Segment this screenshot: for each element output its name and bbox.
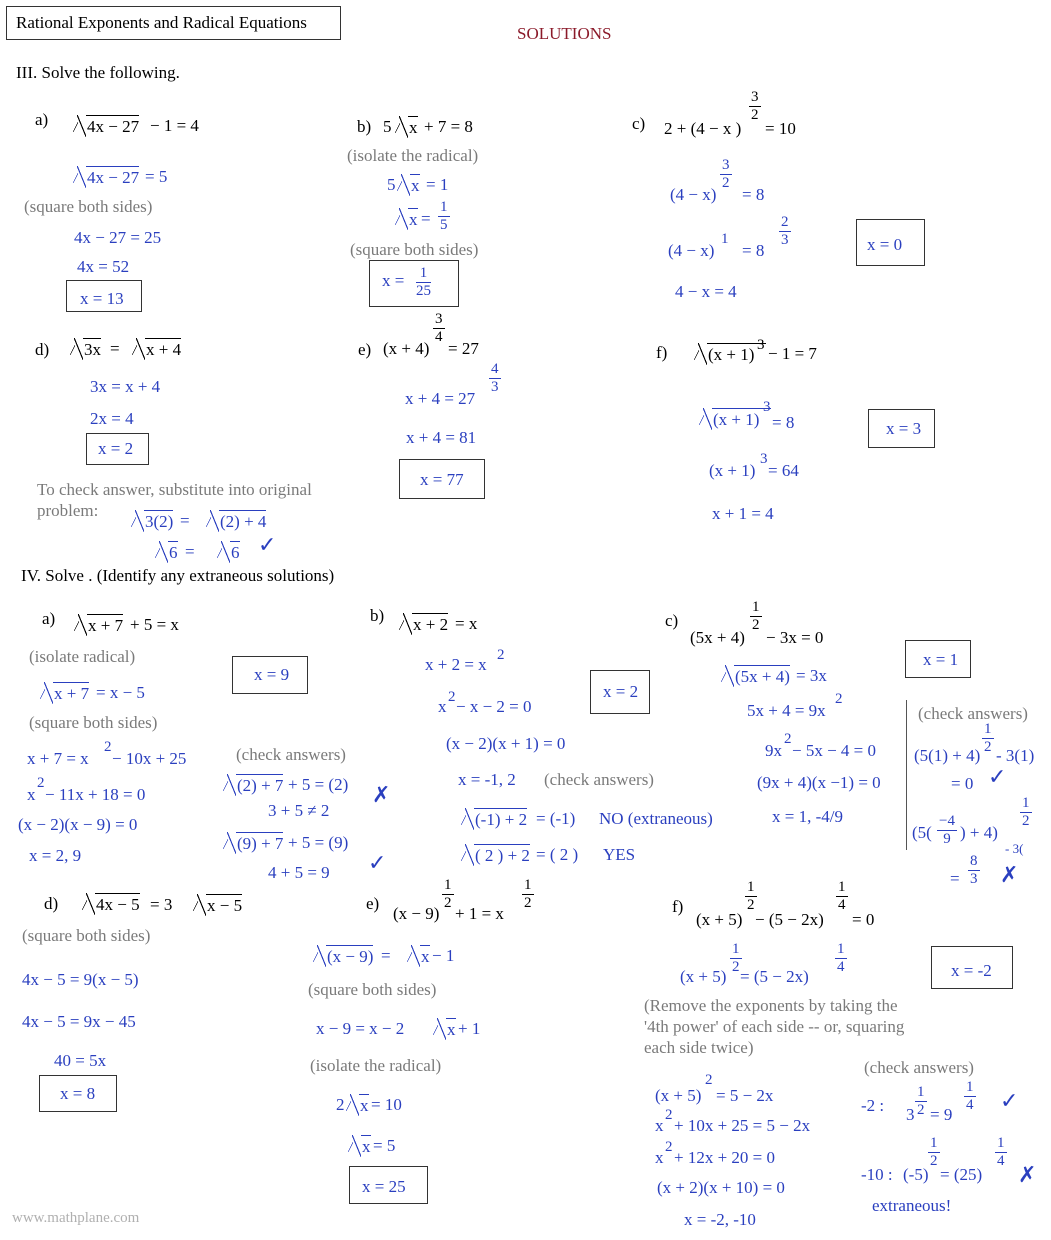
note: (square both sides) [350,240,479,259]
check-verdict: NO (extraneous) [599,809,713,828]
check-note: (check answers) [918,704,1028,723]
check-note: To check answer, substitute into original [37,480,312,499]
step-rest: − 1 [432,946,455,965]
step: 4x − 27 = 25 [74,228,162,247]
exponent: 3 [763,399,771,415]
answer: x = 2 [98,439,134,458]
exponent [982,722,994,755]
exponent [489,362,501,395]
check-eq: = (25) [940,1165,983,1184]
check-verdict: YES [603,845,636,864]
denominator: 4 [997,1153,1005,1169]
problem-label: c) [665,611,679,630]
exponent: 2 [784,731,792,747]
problem-label: a) [42,609,56,628]
problem-label: d) [35,340,50,359]
answer: x = 13 [80,289,124,308]
equation-rest: + 7 = 8 [424,117,473,136]
radical: x + 7 [88,616,124,635]
equation-rest: = 27 [448,339,479,358]
numerator: 1 [444,877,452,893]
step: 9x [765,741,782,760]
step: 40 = 5x [54,1051,107,1070]
radical: 4x − 27 [87,117,140,136]
numerator: 8 [970,853,978,869]
exponent [749,90,761,123]
step-rest: + 12x + 20 = 0 [674,1148,776,1167]
step-rest: = 5 [145,167,168,186]
numerator: 2 [781,214,789,230]
fraction [968,854,980,887]
step-rest: = x − 5 [96,683,145,702]
check-rest: = ( 2 ) [536,845,579,864]
check-step: ) + 4) [960,823,998,842]
note: (square both sides) [22,926,151,945]
step-rest: = 64 [768,461,799,480]
exponent [745,880,757,913]
denominator: 2 [747,897,755,913]
answer: x = -2 [951,961,992,980]
expression: 2 + (4 − x ) [664,119,742,138]
exponent [964,1080,976,1113]
expression-mid: − (5 − 2x) [755,910,824,929]
step-rest: = 8 [742,185,765,204]
step-rest: = 10 [371,1095,402,1114]
exponent: 3 [757,337,765,353]
note: each side twice) [644,1038,754,1057]
step: (x + 1) [709,461,756,480]
step: x + 1 = 4 [712,504,774,523]
radical: (x + 1) [707,343,766,363]
denominator: 3 [491,379,499,395]
check-step: (5(1) + 4) [914,746,981,765]
check-note: (check answers) [864,1058,974,1077]
step: x [27,785,36,804]
exponent [720,158,732,191]
check-eq: = [185,542,195,561]
equals: = [110,339,120,358]
step: x [438,697,447,716]
numerator: 1 [930,1135,938,1151]
step-rest: = (5 − 2x) [740,967,809,986]
note: (square both sides) [308,980,437,999]
check-radical: ( 2 ) + 2 [475,846,530,865]
exponent [1020,796,1032,829]
numerator: 3 [435,311,443,327]
step: 4x = 52 [77,257,130,276]
check-radical: (9) + 7 [237,834,284,853]
exponent [995,1136,1007,1169]
exponent: 1 [721,231,729,247]
problem-label: b) [357,117,372,136]
check-radical: (2) + 7 [237,776,284,795]
problem-label: b) [370,606,385,625]
note: (isolate the radical) [347,146,479,165]
check-rest: - 3(1) [996,746,1035,765]
step: (x + 5) [680,967,727,986]
step: (9x + 4)(x −1) = 0 [757,773,881,792]
exponent [928,1136,940,1169]
answer: x = 8 [60,1084,96,1103]
answer-fraction [416,266,431,299]
numerator: 1 [524,877,532,893]
step-eq: = [421,209,431,228]
radical: x [409,118,418,137]
problem-label: f) [656,343,668,362]
check-eq: = 9 [930,1105,953,1124]
fraction [937,814,957,847]
step: x [655,1116,664,1135]
radical: 4x − 5 [96,895,140,914]
exponent: 2 [665,1107,673,1123]
checkmark-icon: ✓ [1000,1088,1019,1113]
note: '4th power' of each side -- or, squaring [644,1017,905,1036]
expression: (x − 9) [393,904,440,923]
denominator: 9 [943,831,951,847]
exponent [836,880,848,913]
denominator: 25 [416,283,431,299]
x-mark-icon: ✗ [1018,1162,1037,1187]
step: (x + 2)(x + 10) = 0 [657,1178,785,1197]
check-radical: (-1) + 2 [475,810,528,829]
step-radical: x [447,1020,456,1039]
denominator: 2 [444,895,452,911]
check-rest: = (-1) [536,809,576,828]
step-rest: − 11x + 18 = 0 [45,785,146,804]
check-radical: 3(2) [145,512,174,531]
numerator: 1 [1022,795,1030,811]
expression: (5x + 4) [690,628,745,647]
numerator: 1 [747,879,755,895]
footer-watermark: www.mathplane.com [12,1210,140,1226]
radical: x − 5 [207,896,243,915]
solutions-label: SOLUTIONS [517,24,612,43]
exponent: 2 [705,1072,713,1088]
checkmark-icon: ✓ [258,532,277,557]
check-divider [906,700,907,850]
numerator: −4 [939,813,955,829]
step-radical: x [411,176,420,195]
check-radical: 6 [169,543,178,562]
exponent [433,312,445,345]
check-eq: = [950,869,960,888]
step-radical: (5x + 4) [735,667,790,686]
note: (isolate the radical) [310,1056,442,1075]
equation-rest: + 1 = x [455,904,504,923]
x-mark-icon: ✗ [1000,862,1019,887]
step-radical: (x − 9) [327,947,374,966]
numerator: 1 [838,879,846,895]
answer: x = 9 [254,665,290,684]
step: x − 9 = x − 2 [316,1019,405,1038]
x-mark-icon: ✗ [372,782,391,807]
numerator: 1 [837,941,845,957]
expression: (x + 5) [696,910,743,929]
page-title: Rational Exponents and Radical Equations [16,13,307,32]
section-3-heading: III. Solve the following. [16,63,180,82]
step-rest: − 5x − 4 = 0 [792,741,877,760]
step-radical: x + 7 [54,684,90,703]
fraction [438,200,450,233]
step: 4 − x = 4 [675,282,737,301]
answer-lhs: x = [382,271,405,290]
denominator: 4 [435,329,443,345]
denominator: 2 [751,107,759,123]
step-rest: = 8 [742,241,765,260]
denominator: 2 [917,1102,925,1118]
step: x + 4 = 81 [406,428,477,447]
denominator: 3 [781,232,789,248]
step: x + 2 = x [425,655,487,674]
answer: x = 1 [923,650,959,669]
step-rest: = 5 [373,1136,396,1155]
answer: x = 2 [603,682,639,701]
step-rest: − 10x + 25 [112,749,187,768]
section-4-heading: IV. Solve . (Identify any extraneous solutions) [21,566,335,585]
exponent [779,215,791,248]
step-rest: = 1 [426,175,449,194]
denominator: 4 [966,1097,974,1113]
step-radical: x [360,1096,369,1115]
step-radical: x [362,1137,371,1156]
check-step: 3 + 5 ≠ 2 [268,801,330,820]
answer: x = 0 [867,235,903,254]
exponent [522,878,534,911]
expression: (x + 4) [383,339,430,358]
step-radical: x [421,947,430,966]
check-step: 4 + 5 = 9 [268,863,330,882]
check-note: (check answers) [544,770,654,789]
problem-label: a) [35,110,49,129]
numerator: 3 [722,157,730,173]
problem-label: e) [366,894,380,913]
numerator: 1 [416,266,431,283]
step-rest: + 1 [458,1019,481,1038]
exponent [915,1085,927,1118]
answer: x = 25 [362,1177,406,1196]
step-eq: = [381,946,391,965]
equation-rest: − 3x = 0 [766,628,824,647]
step: x + 4 = 27 [405,389,476,408]
step-radical: x [409,210,418,229]
equation-rest: + 5 = x [130,615,179,634]
exponent: 2 [497,647,505,663]
problem-label: c) [632,114,646,133]
exponent: 2 [835,691,843,707]
check-step: = 0 [951,774,974,793]
coefficient: 5 [383,117,392,136]
numerator: 1 [732,941,740,957]
denominator: 2 [930,1153,938,1169]
checkmark-icon: ✓ [368,850,387,875]
step: x [655,1148,664,1167]
numerator: 1 [752,599,760,615]
exponent: 2 [37,775,45,791]
check-step: - 3( [1005,841,1024,856]
denominator: 2 [722,175,730,191]
exponent [442,878,454,911]
exponent [835,942,847,975]
numerator: 1 [984,721,992,737]
step: (4 − x) [670,185,717,204]
step-rest: = 3x [796,666,827,685]
check-note: extraneous! [872,1196,952,1215]
denominator: 4 [837,959,845,975]
step: 2x = 4 [90,409,134,428]
step: 4x − 5 = 9x − 45 [22,1012,136,1031]
check-rest: + 5 = (2) [288,775,349,794]
denominator: 3 [970,871,978,887]
radical: x + 2 [413,615,449,634]
check-step: (5( [912,823,932,842]
denominator: 2 [524,895,532,911]
numerator: 1 [997,1135,1005,1151]
step: x = 2, 9 [29,846,82,865]
equation-rest: = 10 [765,119,796,138]
step: 3x = x + 4 [90,377,161,396]
equation-rest: − 1 = 4 [150,116,199,135]
numerator: 1 [440,199,448,215]
denominator: 2 [752,617,760,633]
check-base: 3 [906,1105,915,1124]
denominator: 5 [440,217,448,233]
exponent: 2 [448,689,456,705]
check-rest: + 5 = (9) [288,833,349,852]
numerator: 4 [491,361,499,377]
radical: 3x [84,340,101,359]
step: (x − 2)(x + 1) = 0 [446,734,566,753]
check-eq: = [180,511,190,530]
step: (x − 2)(x − 9) = 0 [18,815,138,834]
exponent: 3 [760,451,768,467]
denominator: 4 [838,897,846,913]
numerator: 1 [966,1079,974,1095]
step: x = -2, -10 [684,1210,756,1229]
step-radical: (x + 1) [712,408,771,428]
coefficient: 2 [336,1095,345,1114]
checkmark-icon: ✓ [988,764,1007,789]
answer: x = 3 [886,419,922,438]
exponent: 2 [104,739,112,755]
step: x + 7 = x [27,749,89,768]
numerator: 3 [751,89,759,105]
equation-rest: = 0 [852,910,875,929]
check-radical: (2) + 4 [220,512,267,531]
check-note: (check answers) [236,745,346,764]
answer: x = 77 [420,470,464,489]
step: 5x + 4 = 9x [747,701,826,720]
step: x = -1, 2 [458,770,516,789]
step-radical: 4x − 27 [87,168,140,187]
problem-label: f) [672,897,684,916]
step-rest: = 8 [772,413,795,432]
equation-rest: = x [455,614,478,633]
numerator: 1 [917,1084,925,1100]
step: 4x − 5 = 9(x − 5) [22,970,139,989]
denominator: 2 [1022,813,1030,829]
check-radical: 6 [231,543,240,562]
check-base: (-5) [903,1165,929,1184]
check-label: -10 : [861,1165,893,1184]
equation-rest: − 1 = 7 [768,344,817,363]
step: x = 1, -4/9 [772,807,843,826]
denominator: 2 [984,739,992,755]
denominator: 2 [732,959,740,975]
exponent [750,600,762,633]
note: (Remove the exponents by taking the [644,996,898,1015]
note: (square both sides) [29,713,158,732]
step-rest: = 5 − 2x [716,1086,774,1105]
step-rest: − x − 2 = 0 [456,697,532,716]
step-rest: + 10x + 25 = 5 − 2x [674,1116,811,1135]
check-note: problem: [37,501,99,520]
note: (isolate radical) [29,647,136,666]
step: (x + 5) [655,1086,702,1105]
radical: x + 4 [146,340,182,359]
note: (square both sides) [24,197,153,216]
step: (4 − x) [668,241,715,260]
exponent: 2 [665,1139,673,1155]
coefficient: 5 [387,175,396,194]
equals: = 3 [150,895,173,914]
check-label: -2 : [861,1096,885,1115]
problem-label: d) [44,894,59,913]
problem-label: e) [358,340,372,359]
